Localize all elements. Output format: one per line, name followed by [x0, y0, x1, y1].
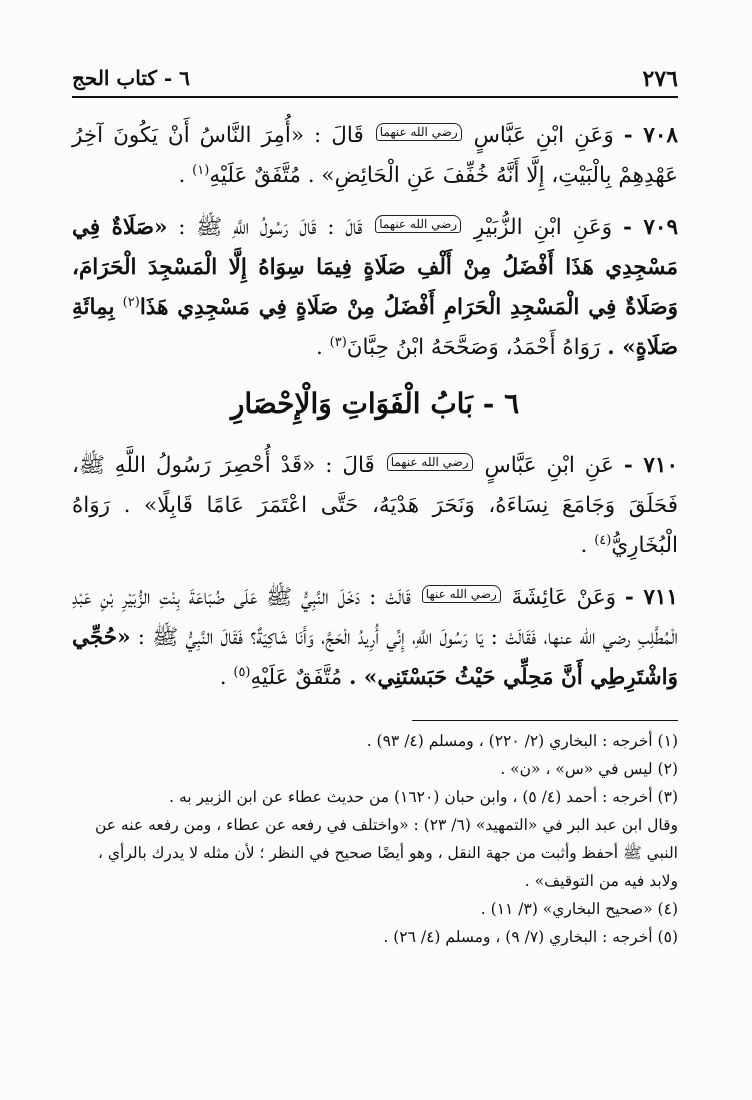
- footnote: [72, 783, 678, 811]
- chapter-title: ٦ - بَابُ الْفَوَاتِ وَالْإِحْصَارِ: [230, 387, 520, 420]
- footnote: [72, 895, 678, 923]
- footnote-text: أخرجه : أحمد (٤/ ٥) ، وابن حبان (١٦٢٠) من حديث عطاء عن ابن الزبير به .: [169, 788, 653, 806]
- footnote-marker: (٢): [122, 294, 140, 310]
- footnote-separator: [412, 720, 678, 721]
- honorific-glyph: رضي الله عنهما: [387, 453, 473, 471]
- footnote: [72, 923, 678, 951]
- hadith-intro: وَعَنْ عَائِشَةَ: [511, 585, 617, 610]
- footnote-marker: (١): [192, 162, 210, 178]
- hadith-closing: رَوَاهُ الْبُخَارِيُّ: [72, 493, 678, 558]
- footnote-text: ليس في «س» ، «ن» .: [500, 760, 653, 778]
- honorific-glyph: رضي الله عنهما: [376, 123, 462, 141]
- hadith-709: ٧٠٩ - وَعَنِ ابْنِ الزُّبَيْرِ رضي الله عنهما قَالَ : قَالَ رَسُولُ اللَّهِ ﷺ : «صَلَاةٌ فِي مَسْجِدِي هَذَا أَفْضَلُ مِنْ أَلْفِ صَلَاةٍ فِيمَا سِوَاهُ إِلَّا الْمَسْجِدَ الْحَرَامَ، وَصَلَاةٌ فِي الْمَسْجِدِ الْحَرَامِ أَفْضَلُ مِنْ صَلَاةٍ فِي مَسْجِدِي هَذَا$^{(٢)}$ بِمِائَةِ صَلَاةٍ» . رَوَاهُ أَحْمَدُ، وَصَحَّحَهُ ابْنُ حِبَّانَ$^{(٣)}$ .: [72, 215, 678, 360]
- hadith-closing: رَوَاهُ أَحْمَدُ، وَصَحَّحَهُ ابْنُ حِبَّانَ: [346, 335, 601, 360]
- hadith-text: «قَدْ أُحْصِرَ رَسُولُ اللَّهِ ﷺ، فَحَلَقَ وَجَامَعَ نِسَاءَهُ، وَنَحَرَ هَدْيَهُ، حَتَّى اعْتَمَرَ عَامًا قَابِلًا» .: [72, 453, 678, 518]
- running-chapter-title: ٦ - كتاب الحج: [72, 66, 190, 90]
- footnotes: [72, 727, 678, 951]
- hadith-text: دَخَلَ النَّبِيُّ ﷺ عَلَى ضُبَاعَةَ بِنْتِ الزُّبَيْرِ بْنِ عَبْدِ الْمُطَّلِبِ رضي الله عنها، فَقَالَتْ : يَا رَسُولَ اللَّهِ، إِنِّي أُرِيدُ الْحَجَّ، وَأَنَا شَاكِيَةٌ؟ فَقَالَ النَّبِيُّ ﷺ :: [72, 585, 678, 650]
- footnote-continuation: وقال ابن عبد البر في «التمهيد» (٦/ ٢٣) : «واختلف في رفعه عن عطاء ، ومن رفعه عنه عن النبي ﷺ أحفظ وأثبت من جهة النقل ، وهو أيضًا صحيح في النظر ؛ لأن مثله لا يدرك بالرأي ، ولابد فيه من التوقيف» .: [94, 816, 678, 890]
- hadith-708: ٧٠٨ - وَعَنِ ابْنِ عَبَّاسٍ رضي الله عنهما قَالَ : «أُمِرَ النَّاسُ أَنْ يَكُونَ آخِرُ عَهْدِهِمْ بِالْبَيْتِ، إِلَّا أَنَّهُ خُفِّفَ عَنِ الْحَائِضِ» . مُتَّفَقٌ عَلَيْهِ$^{(١)}$ .: [72, 123, 678, 188]
- footnote-ref: (٣): [657, 788, 678, 806]
- hadith-710: ٧١٠ - عَنِ ابْنِ عَبَّاسٍ رضي الله عنهما قَالَ : «قَدْ أُحْصِرَ رَسُولُ اللَّهِ ﷺ، فَحَلَقَ وَجَامَعَ نِسَاءَهُ، وَنَحَرَ هَدْيَهُ، حَتَّى اعْتَمَرَ عَامًا قَابِلًا» . رَوَاهُ الْبُخَارِيُّ$^{(٤)}$ .: [72, 453, 678, 558]
- hadith-number: ٧٠٩ -: [622, 215, 678, 240]
- footnote-ref: (٢): [657, 760, 678, 778]
- hadith-qaala: قَالَ :: [325, 453, 375, 478]
- hadith-qaala: قَالَ :: [314, 123, 364, 148]
- footnote-ref: (١): [657, 732, 678, 750]
- footnote-marker: (٥): [233, 664, 251, 680]
- footnote-ref: (٤): [657, 900, 678, 918]
- hadith-qaala: قَالَتْ :: [369, 585, 411, 610]
- footnote-text: أخرجه : البخاري (٢/ ٢٢٠) ، ومسلم (٤/ ٩٣) .: [366, 732, 653, 750]
- hadith-intro: وَعَنِ ابْنِ عَبَّاسٍ: [473, 123, 614, 148]
- footnote-text: «صحيح البخاري» (٣/ ١١) .: [480, 900, 653, 918]
- page-number: ٢٧٦: [642, 66, 678, 92]
- hadith-number: ٧٠٨ -: [623, 123, 678, 148]
- hadith-text-bold: «صَلَاةٌ فِي مَسْجِدِي هَذَا أَفْضَلُ مِنْ أَلْفِ صَلَاةٍ فِيمَا سِوَاهُ إِلَّا الْمَسْجِدَ الْحَرَامَ، وَصَلَاةٌ فِي الْمَسْجِدِ الْحَرَامِ أَفْضَلُ مِنْ صَلَاةٍ فِي مَسْجِدِي هَذَا: [72, 215, 678, 320]
- footnote: [72, 755, 678, 783]
- hadith-number: ٧١٠ -: [623, 453, 678, 478]
- page-header: [72, 60, 678, 98]
- main-text: [72, 116, 678, 698]
- book-page: [72, 60, 678, 1070]
- hadith-text: «أُمِرَ النَّاسُ أَنْ يَكُونَ آخِرُ عَهْدِهِمْ بِالْبَيْتِ، إِلَّا أَنَّهُ خُفِّفَ عَنِ الْحَائِضِ» .: [72, 123, 678, 188]
- hadith-intro: وَعَنِ ابْنِ الزُّبَيْرِ: [473, 215, 613, 240]
- hadith-intro: عَنِ ابْنِ عَبَّاسٍ: [484, 453, 614, 478]
- hadith-closing: مُتَّفَقٌ عَلَيْهِ: [250, 665, 343, 690]
- footnote-marker: (٣): [329, 334, 347, 350]
- footnote: [72, 727, 678, 755]
- footnote-text: أخرجه : البخاري (٧/ ٩) ، ومسلم (٤/ ٢٦) .: [383, 928, 653, 946]
- hadith-qaala: قَالَ : قَالَ رَسُولُ اللَّهِ ﷺ :: [178, 215, 363, 240]
- hadith-number: ٧١١ -: [624, 585, 678, 610]
- footnote-ref: (٥): [657, 928, 678, 946]
- footnote-marker: (٤): [594, 532, 612, 548]
- hadith-711: ٧١١ - وَعَنْ عَائِشَةَ رضي الله عنها قَالَتْ : دَخَلَ النَّبِيُّ ﷺ عَلَى ضُبَاعَةَ بِنْتِ الزُّبَيْرِ بْنِ عَبْدِ الْمُطَّلِبِ رضي الله عنها، فَقَالَتْ : يَا رَسُولَ اللَّهِ، إِنِّي أُرِيدُ الْحَجَّ، وَأَنَا شَاكِيَةٌ؟ فَقَالَ النَّبِيُّ ﷺ : «حُجِّي وَاشْتَرِطِي أَنَّ مَحِلِّي حَيْثُ حَبَسْتَنِي» . مُتَّفَقٌ عَلَيْهِ$^{(٥)}$ .: [72, 585, 678, 690]
- honorific-glyph: رضي الله عنهما: [375, 215, 461, 233]
- honorific-glyph: رضي الله عنها: [422, 585, 501, 603]
- hadith-text-bold: «حُجِّي وَاشْتَرِطِي أَنَّ مَحِلِّي حَيْثُ حَبَسْتَنِي» .: [72, 625, 678, 690]
- hadith-text-bold-end: بِمِائَةِ صَلَاةٍ» .: [72, 295, 678, 360]
- hadith-closing: مُتَّفَقٌ عَلَيْهِ: [209, 163, 301, 188]
